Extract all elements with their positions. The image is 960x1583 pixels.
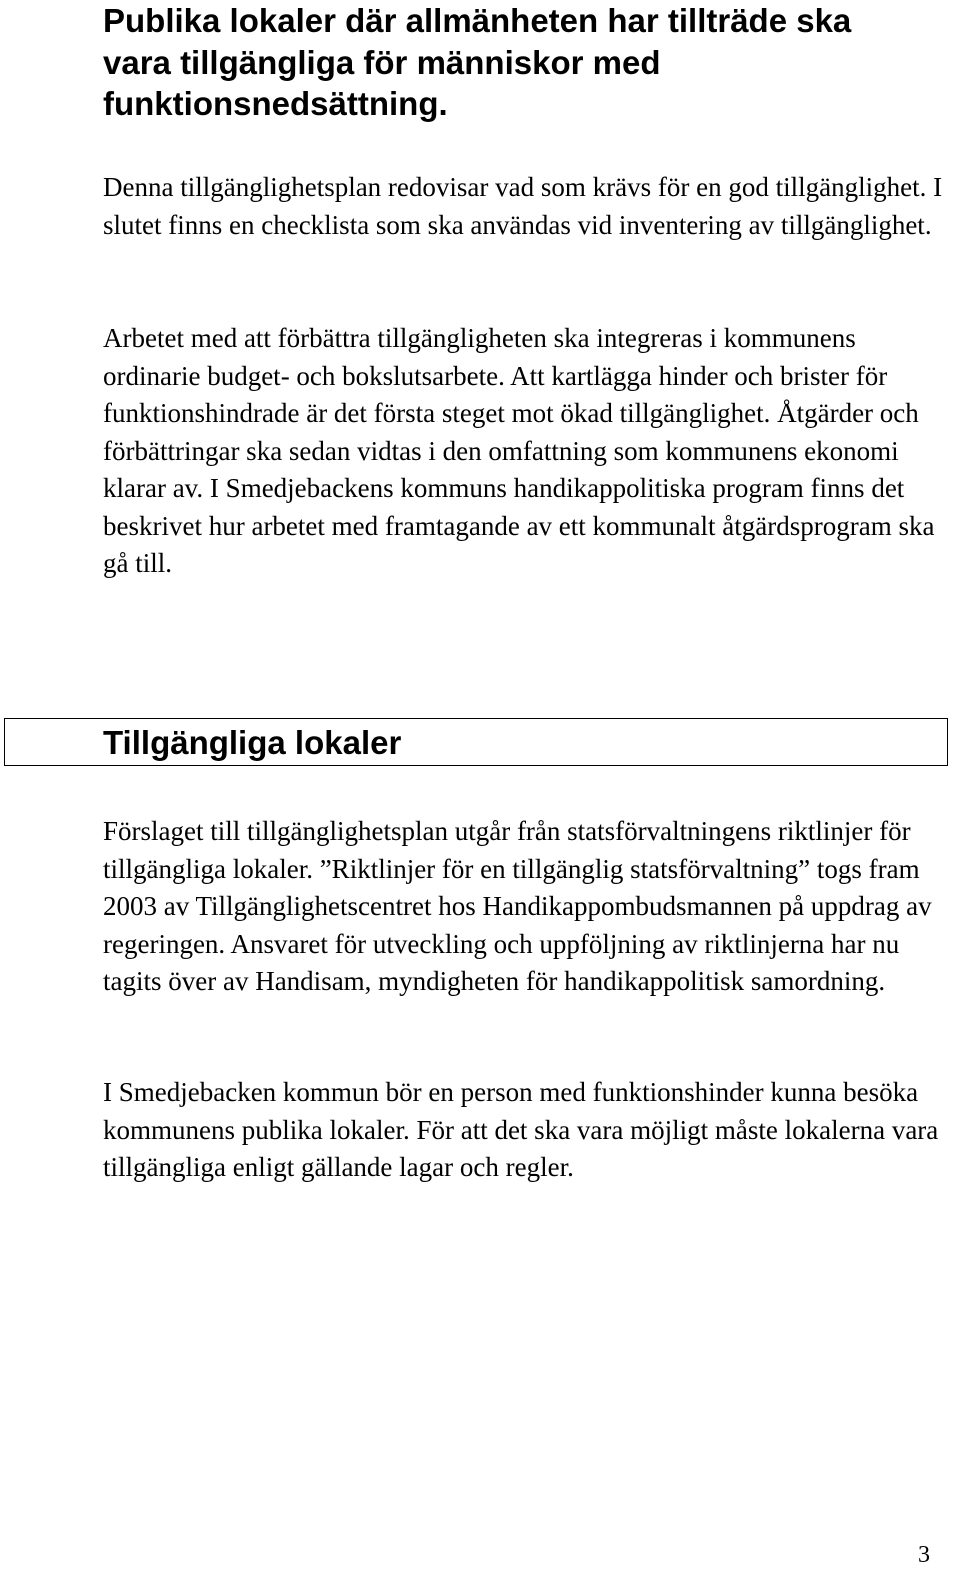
page-number: 3 bbox=[918, 1542, 930, 1568]
page-heading: Publika lokaler där allmänheten har tillträde ska vara tillgängliga för människor med funktionsnedsättning. bbox=[103, 2, 852, 122]
section-title: Tillgängliga lokaler bbox=[103, 724, 402, 761]
intro-paragraph: Denna tillgänglighetsplan redovisar vad som krävs för en god tillgänglighet. I slutet finns en checklista som ska användas vid inventering av tillgänglighet. bbox=[103, 172, 943, 240]
section-heading-box bbox=[4, 718, 948, 766]
work-paragraph: Arbetet med att förbättra tillgängligheten ska integreras i kommunens ordinarie budget- och bokslutsarbete. Att kartlägga hinder och brister för funktionshindrade är det första steget mot ökad tillgänglighet. Åtgärder och förbättringar ska sedan vidtas i den omfattning som kommunens ekonomi klarar av. I Smedjebackens kommuns handikappolitiska program finns det beskrivet hur arbetet med framtagande av ett kommunalt åtgärdsprogram ska gå till. bbox=[103, 323, 935, 578]
municipality-paragraph: I Smedjebacken kommun bör en person med funktionshinder kunna besöka kommunens publika lokaler. För att det ska vara möjligt måste lokalerna vara tillgängliga enligt gällande lagar och regler. bbox=[103, 1077, 939, 1182]
guidelines-paragraph: Förslaget till tillgänglighetsplan utgår från statsförvaltningens riktlinjer för tillgängliga lokaler. ”Riktlinjer för en tillgänglig statsförvaltning” togs fram 2003 av Tillgänglighetscentret hos Handikappombudsmannen på uppdrag av regeringen. Ansvaret för utveckling och uppföljning av riktlinjerna har nu tagits över av Handisam, myndigheten för handikappolitisk samordning. bbox=[103, 816, 932, 996]
